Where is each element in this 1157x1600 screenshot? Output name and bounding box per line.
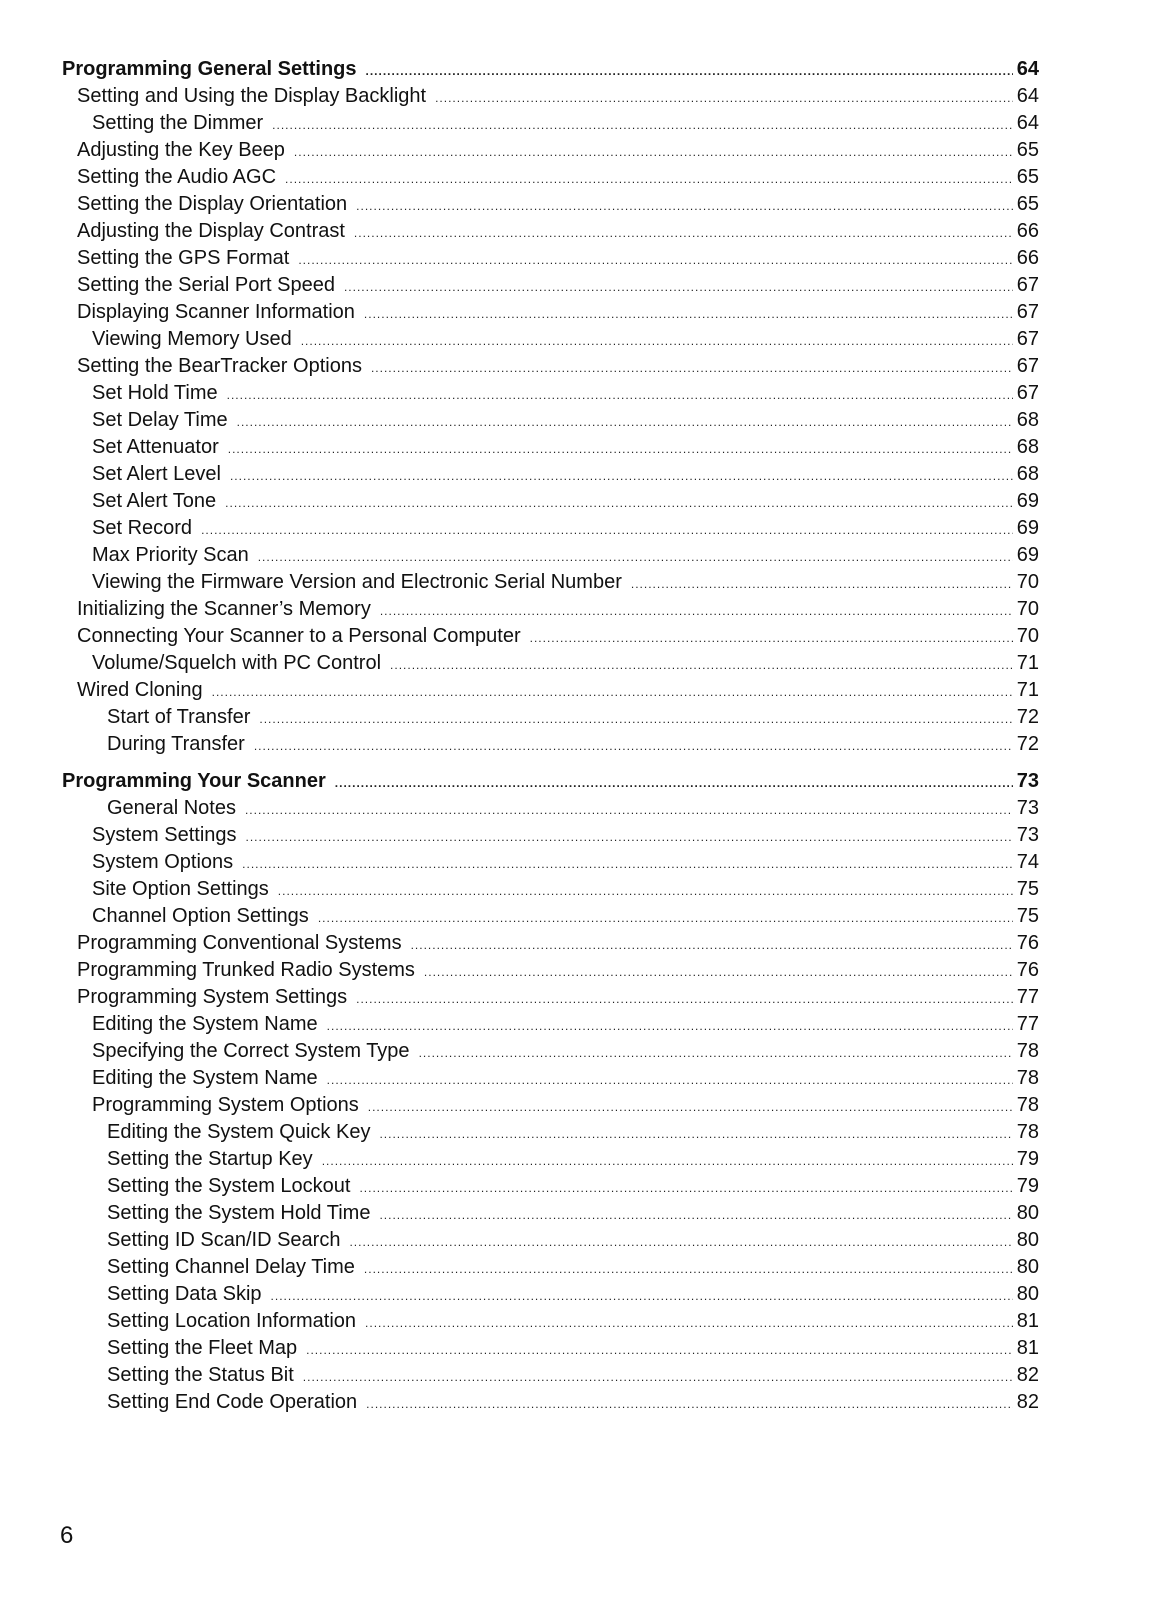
toc-entry[interactable]	[0, 542, 1039, 569]
toc-entry-page: 79	[1016, 1175, 1039, 1197]
toc-entry-title: Setting the Audio AGC	[77, 166, 277, 188]
dot-leader	[364, 1254, 1013, 1283]
toc-entry-page: 78	[1016, 1094, 1039, 1116]
dot-leader	[242, 849, 1013, 878]
toc-entry-title: Site Option Settings	[92, 878, 269, 900]
dot-leader	[230, 461, 1013, 490]
toc-entry[interactable]	[0, 1362, 1039, 1389]
toc-entry-title: Set Alert Level	[92, 463, 221, 485]
toc-entry-title: Set Record	[92, 517, 193, 539]
toc-entry-title: Programming Trunked Radio Systems	[77, 959, 415, 981]
toc-entry-title: Editing the System Quick Key	[107, 1121, 371, 1143]
toc-entry-page: 73	[1016, 797, 1039, 819]
toc-entry-page: 77	[1016, 986, 1039, 1008]
dot-leader	[294, 137, 1013, 166]
toc-entry[interactable]	[0, 623, 1039, 650]
toc-entry-title: Set Hold Time	[92, 382, 218, 404]
toc-entry-page: 81	[1016, 1310, 1039, 1332]
toc-entry-title: Setting the GPS Format	[77, 247, 290, 269]
toc-entry-page: 80	[1016, 1229, 1039, 1251]
toc-entry-title: Adjusting the Key Beep	[77, 139, 285, 161]
dot-leader	[225, 488, 1013, 517]
toc-entry-title: Setting the System Lockout	[107, 1175, 351, 1197]
dot-leader	[631, 569, 1013, 598]
toc-entry-page: 78	[1016, 1121, 1039, 1143]
toc-entry[interactable]	[0, 795, 1039, 822]
toc-entry-page: 77	[1016, 1013, 1039, 1035]
dot-leader	[379, 1119, 1012, 1148]
dot-leader	[411, 930, 1013, 959]
toc-entry-title: General Notes	[107, 797, 236, 819]
toc-entry-page: 66	[1016, 247, 1039, 269]
dot-leader	[246, 822, 1013, 851]
toc-entry-page: 68	[1016, 409, 1039, 431]
dot-leader	[359, 1173, 1012, 1202]
toc-entry[interactable]	[0, 83, 1039, 110]
toc-entry[interactable]	[0, 1335, 1039, 1362]
toc-entry-page: 72	[1016, 706, 1039, 728]
toc-section	[0, 768, 1157, 1416]
toc-entry-title: Setting Channel Delay Time	[107, 1256, 355, 1278]
dot-leader	[380, 596, 1013, 625]
toc-entry[interactable]	[0, 299, 1039, 326]
toc-entry-page: 82	[1016, 1364, 1039, 1386]
toc-entry[interactable]	[0, 1011, 1039, 1038]
toc-entry-title: Displaying Scanner Information	[77, 301, 355, 323]
dot-leader	[364, 299, 1013, 328]
toc-entry[interactable]	[0, 1146, 1039, 1173]
dot-leader	[365, 1308, 1013, 1337]
toc-entry-page: 66	[1016, 220, 1039, 242]
toc-entry-page: 67	[1016, 274, 1039, 296]
toc-entry[interactable]	[0, 1119, 1039, 1146]
dot-leader	[285, 164, 1013, 193]
toc-entry-page: 80	[1016, 1256, 1039, 1278]
toc-entry-title: Programming Your Scanner	[62, 770, 326, 792]
toc-entry[interactable]	[0, 110, 1039, 137]
toc-entry-page: 64	[1016, 112, 1039, 134]
toc-entry[interactable]	[0, 488, 1039, 515]
toc-entry[interactable]	[0, 461, 1039, 488]
toc-entry-title: Setting the Display Orientation	[77, 193, 348, 215]
toc-entry-page: 70	[1016, 625, 1039, 647]
toc-entry-title: During Transfer	[107, 733, 245, 755]
dot-leader	[366, 1389, 1013, 1418]
toc-entry-page: 76	[1016, 959, 1039, 981]
toc-entry[interactable]	[0, 677, 1039, 704]
dot-leader	[254, 731, 1013, 760]
toc-entry-title: Setting ID Scan/ID Search	[107, 1229, 341, 1251]
toc-entry-page: 70	[1016, 571, 1039, 593]
toc-entry-title: Initializing the Scanner’s Memory	[77, 598, 371, 620]
toc-entry-page: 82	[1016, 1391, 1039, 1413]
toc-entry-page: 68	[1016, 436, 1039, 458]
toc-entry-title: Programming General Settings	[62, 58, 357, 80]
dot-leader	[245, 795, 1013, 824]
toc-entry-title: Programming Conventional Systems	[77, 932, 402, 954]
dot-leader	[318, 903, 1013, 932]
toc-entry[interactable]	[0, 137, 1039, 164]
toc-entry[interactable]	[0, 1389, 1039, 1416]
toc-entry-title: Specifying the Correct System Type	[92, 1040, 410, 1062]
toc-entry-page: 67	[1016, 301, 1039, 323]
toc-entry-title: Channel Option Settings	[92, 905, 309, 927]
toc-entry[interactable]	[0, 704, 1039, 731]
dot-leader	[237, 407, 1013, 436]
toc-entry-title: Setting the BearTracker Options	[77, 355, 362, 377]
toc-entry-page: 75	[1016, 905, 1039, 927]
toc-entry-title: Max Priority Scan	[92, 544, 249, 566]
table-of-contents	[0, 56, 1157, 1416]
dot-leader	[344, 272, 1013, 301]
toc-section-heading[interactable]	[0, 768, 1039, 795]
dot-leader	[212, 677, 1013, 706]
dot-leader	[258, 542, 1013, 571]
toc-entry-page: 80	[1016, 1283, 1039, 1305]
toc-entry-page: 65	[1016, 166, 1039, 188]
toc-entry-page: 71	[1016, 679, 1039, 701]
toc-entry[interactable]	[0, 434, 1039, 461]
dot-leader	[306, 1335, 1013, 1364]
dot-leader	[303, 1362, 1013, 1391]
toc-entry-page: 73	[1016, 770, 1039, 792]
toc-entry-title: Setting the Startup Key	[107, 1148, 313, 1170]
dot-leader	[272, 110, 1013, 139]
toc-entry[interactable]	[0, 1092, 1039, 1119]
toc-entry-page: 65	[1016, 139, 1039, 161]
toc-entry[interactable]	[0, 957, 1039, 984]
dot-leader	[356, 191, 1013, 220]
toc-entry-title: Set Delay Time	[92, 409, 228, 431]
toc-entry-title: Viewing the Firmware Version and Electronic Serial Number	[92, 571, 622, 593]
toc-entry[interactable]	[0, 596, 1039, 623]
dot-leader	[322, 1146, 1013, 1175]
dot-leader	[356, 984, 1013, 1013]
toc-entry-page: 68	[1016, 463, 1039, 485]
toc-entry-page: 74	[1016, 851, 1039, 873]
toc-entry-page: 79	[1016, 1148, 1039, 1170]
toc-entry[interactable]	[0, 515, 1039, 542]
dot-leader	[349, 1227, 1012, 1256]
toc-entry-title: Setting Location Information	[107, 1310, 357, 1332]
toc-entry[interactable]	[0, 164, 1039, 191]
dot-leader	[301, 326, 1013, 355]
toc-entry-page: 69	[1016, 490, 1039, 512]
toc-entry[interactable]	[0, 1308, 1039, 1335]
toc-entry-title: Setting End Code Operation	[107, 1391, 358, 1413]
dot-leader	[327, 1011, 1013, 1040]
toc-entry[interactable]	[0, 731, 1039, 758]
toc-entry-title: Setting the System Hold Time	[107, 1202, 371, 1224]
toc-entry[interactable]	[0, 353, 1039, 380]
toc-entry-page: 80	[1016, 1202, 1039, 1224]
toc-entry-page: 67	[1016, 382, 1039, 404]
toc-entry[interactable]	[0, 272, 1039, 299]
page-number: 6	[60, 1522, 74, 1549]
dot-leader	[201, 515, 1013, 544]
toc-entry-title: Setting the Serial Port Speed	[77, 274, 335, 296]
toc-entry[interactable]	[0, 326, 1039, 353]
toc-entry[interactable]	[0, 1281, 1039, 1308]
toc-entry-title: Volume/Squelch with PC Control	[92, 652, 382, 674]
dot-leader	[371, 353, 1013, 382]
toc-entry-title: Set Attenuator	[92, 436, 219, 458]
toc-entry-title: Setting the Fleet Map	[107, 1337, 298, 1359]
toc-entry-title: System Settings	[92, 824, 237, 846]
toc-entry[interactable]	[0, 903, 1039, 930]
toc-entry-title: Editing the System Name	[92, 1067, 318, 1089]
toc-entry-page: 76	[1016, 932, 1039, 954]
toc-entry-page: 69	[1016, 517, 1039, 539]
dot-leader	[435, 83, 1013, 112]
toc-section	[0, 56, 1157, 758]
toc-entry[interactable]	[0, 1173, 1039, 1200]
dot-leader	[271, 1281, 1013, 1310]
dot-leader	[327, 1065, 1013, 1094]
dot-leader	[278, 876, 1013, 905]
toc-entry-page: 64	[1016, 58, 1039, 80]
dot-leader	[530, 623, 1013, 652]
dot-leader	[298, 245, 1012, 274]
toc-entry[interactable]	[0, 1200, 1039, 1227]
toc-entry-page: 65	[1016, 193, 1039, 215]
dot-leader	[366, 56, 1013, 85]
toc-entry-page: 71	[1016, 652, 1039, 674]
toc-entry[interactable]	[0, 930, 1039, 957]
dot-leader	[228, 434, 1013, 463]
toc-entry-page: 78	[1016, 1067, 1039, 1089]
toc-entry-title: Wired Cloning	[77, 679, 203, 701]
toc-entry[interactable]	[0, 218, 1039, 245]
toc-entry-page: 78	[1016, 1040, 1039, 1062]
dot-leader	[419, 1038, 1013, 1067]
toc-entry-page: 67	[1016, 328, 1039, 350]
toc-entry-title: Start of Transfer	[107, 706, 251, 728]
toc-entry[interactable]	[0, 822, 1039, 849]
toc-entry-title: Connecting Your Scanner to a Personal Computer	[77, 625, 521, 647]
toc-entry-title: Setting the Dimmer	[92, 112, 264, 134]
toc-entry-title: Adjusting the Display Contrast	[77, 220, 345, 242]
toc-entry-title: Viewing Memory Used	[92, 328, 292, 350]
toc-entry[interactable]	[0, 1227, 1039, 1254]
toc-entry-title: System Options	[92, 851, 234, 873]
toc-entry[interactable]	[0, 1038, 1039, 1065]
toc-entry[interactable]	[0, 380, 1039, 407]
dot-leader	[259, 704, 1012, 733]
toc-entry-page: 73	[1016, 824, 1039, 846]
toc-entry[interactable]	[0, 191, 1039, 218]
toc-entry-title: Setting and Using the Display Backlight	[77, 85, 427, 107]
toc-entry-title: Set Alert Tone	[92, 490, 217, 512]
toc-entry-page: 75	[1016, 878, 1039, 900]
dot-leader	[227, 380, 1013, 409]
dot-leader	[424, 957, 1013, 986]
toc-entry[interactable]	[0, 245, 1039, 272]
toc-section-heading[interactable]	[0, 56, 1039, 83]
toc-entry[interactable]	[0, 1254, 1039, 1281]
toc-entry-title: Setting the Status Bit	[107, 1364, 294, 1386]
toc-entry-title: Programming System Settings	[77, 986, 348, 1008]
toc-entry[interactable]	[0, 849, 1039, 876]
toc-entry[interactable]	[0, 650, 1039, 677]
dot-leader	[390, 650, 1013, 679]
toc-entry-page: 69	[1016, 544, 1039, 566]
toc-entry-title: Editing the System Name	[92, 1013, 318, 1035]
toc-entry[interactable]	[0, 1065, 1039, 1092]
toc-entry-title: Setting Data Skip	[107, 1283, 262, 1305]
toc-entry-page: 67	[1016, 355, 1039, 377]
dot-leader	[354, 218, 1013, 247]
toc-entry-page: 72	[1016, 733, 1039, 755]
toc-entry-page: 64	[1016, 85, 1039, 107]
toc-entry-page: 70	[1016, 598, 1039, 620]
toc-entry[interactable]	[0, 984, 1039, 1011]
dot-leader	[368, 1092, 1013, 1121]
toc-entry[interactable]	[0, 407, 1039, 434]
toc-entry[interactable]	[0, 569, 1039, 596]
dot-leader	[335, 768, 1013, 797]
dot-leader	[379, 1200, 1012, 1229]
toc-entry-title: Programming System Options	[92, 1094, 359, 1116]
toc-entry-page: 81	[1016, 1337, 1039, 1359]
toc-entry[interactable]	[0, 876, 1039, 903]
